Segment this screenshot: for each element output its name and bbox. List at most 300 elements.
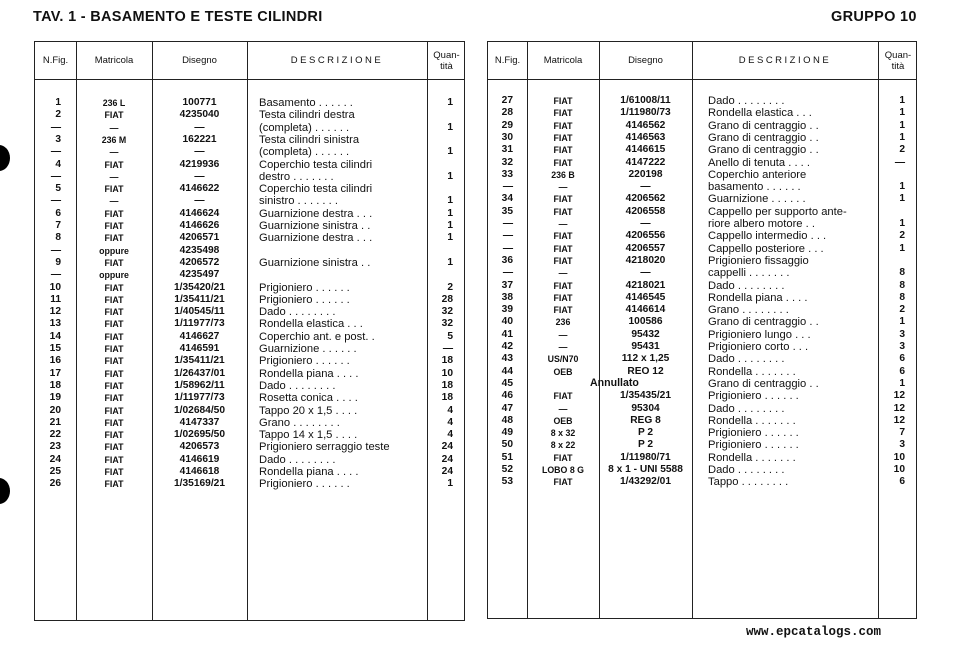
- parts-table-right: [487, 41, 917, 619]
- table-row: [35, 171, 464, 183]
- table-row: [35, 282, 464, 294]
- descrizione-cell: Coperchio testa cilindri: [259, 183, 373, 196]
- descrizione-cell: Dado . . . . . . . .: [708, 402, 785, 415]
- col-header-disegno: Disegno: [628, 55, 663, 66]
- fig-number: 42: [501, 341, 513, 352]
- fig-number: 50: [501, 439, 513, 451]
- matricola-cell: FIAT: [104, 442, 124, 453]
- disegno-cell: 220198: [628, 168, 663, 180]
- quantita-cell: —: [894, 156, 905, 168]
- fig-number: 23: [49, 441, 61, 453]
- disegno-cell: 1/11980/71: [620, 451, 671, 463]
- fig-number: 10: [49, 281, 61, 293]
- disegno-cell: —: [194, 170, 205, 182]
- table-row: [35, 306, 464, 318]
- table-row: [35, 331, 464, 343]
- matricola-cell: FIAT: [104, 221, 124, 231]
- disegno-cell: 1/02684/50: [174, 404, 225, 416]
- table-row: [35, 368, 464, 380]
- matricola-cell: FIAT: [104, 282, 124, 293]
- disegno-cell: 4235040: [179, 109, 220, 121]
- disegno-cell: 4147337: [179, 416, 220, 428]
- matricola-cell: FIAT: [104, 344, 124, 354]
- disegno-cell: P 2: [637, 439, 654, 451]
- matricola-cell: 8 x 22: [550, 440, 576, 451]
- matricola-cell: FIAT: [104, 307, 124, 318]
- table-row: [488, 193, 916, 205]
- matricola-cell: FIAT: [104, 331, 124, 342]
- fig-number: 8: [55, 232, 61, 244]
- fig-number: —: [50, 170, 61, 182]
- quantita-cell: 1: [899, 193, 905, 205]
- quantita-cell: 18: [441, 379, 453, 391]
- fig-number: 43: [501, 353, 513, 365]
- quantita-cell: 12: [893, 390, 905, 402]
- disegno-cell: 4147222: [625, 156, 666, 168]
- quantita-cell: 1: [899, 242, 905, 254]
- descrizione-cell: Prigioniero . . . . . .: [259, 293, 350, 306]
- col-header-descrizione: DESCRIZIONE: [738, 55, 832, 66]
- quantita-cell: 1: [899, 119, 905, 131]
- matricola-cell: FIAT: [553, 132, 573, 143]
- disegno-cell: —: [194, 121, 205, 133]
- quantita-cell: 18: [441, 392, 453, 404]
- page-title: TAV. 1 - BASAMENTO E TESTE CILINDRI: [33, 9, 323, 25]
- matricola-cell: OEB: [553, 366, 573, 377]
- matricola-cell: LOBO 8 G: [541, 465, 585, 475]
- disegno-cell: 1/11980/73: [620, 107, 671, 119]
- disegno-cell: 4146562: [625, 119, 666, 131]
- disegno-cell: REO 12: [627, 365, 664, 377]
- table-row: [488, 243, 916, 255]
- fig-number: 46: [501, 390, 513, 402]
- descrizione-cell: Grano . . . . . . . .: [708, 304, 789, 317]
- disegno-cell: —: [194, 195, 205, 207]
- fig-number: 18: [49, 379, 61, 391]
- descrizione-cell: Dado . . . . . . . .: [708, 95, 785, 107]
- table-row: [488, 206, 916, 218]
- disegno-cell: 4206558: [625, 205, 666, 217]
- fig-number: 39: [501, 304, 513, 316]
- matricola-cell: —: [558, 182, 568, 193]
- table-row: [35, 208, 464, 220]
- descrizione-cell: Prigioniero fissaggio: [708, 254, 809, 267]
- descrizione-cell: Guarnizione sinistra . .: [259, 256, 371, 269]
- table-row: [35, 269, 464, 281]
- parts-table-left: [34, 41, 465, 621]
- table-row: [35, 466, 464, 478]
- descrizione-cell: Grano di centraggio . .: [708, 119, 819, 132]
- quantita-cell: 1: [447, 207, 453, 219]
- matricola-cell: 236 L: [102, 98, 126, 108]
- table-row: [35, 478, 464, 490]
- table-row: [35, 318, 464, 330]
- col-header-descrizione: DESCRIZIONE: [290, 55, 384, 66]
- table-row: [35, 109, 464, 121]
- disegno-cell: —: [640, 218, 651, 229]
- table-row: [35, 417, 464, 429]
- disegno-cell: 4146626: [179, 220, 220, 231]
- descrizione-cell: Rondella elastica . . .: [708, 107, 812, 120]
- quantita-cell: 6: [899, 365, 905, 377]
- table-row: [35, 257, 464, 269]
- matricola-cell: FIAT: [104, 208, 124, 219]
- fig-number: 6: [55, 207, 61, 219]
- fig-number: 32: [501, 156, 513, 168]
- table-row: [488, 169, 916, 181]
- fig-number: —: [502, 218, 513, 229]
- table-row: [35, 122, 464, 134]
- disegno-cell: —: [194, 146, 205, 158]
- table-row: [35, 380, 464, 392]
- table-row: [35, 159, 464, 171]
- matricola-cell: US/N70: [547, 354, 579, 365]
- fig-number: 7: [55, 220, 61, 231]
- disegno-cell: 4235498: [179, 244, 220, 256]
- quantita-cell: 32: [441, 306, 453, 318]
- descrizione-cell: basamento . . . . . .: [708, 181, 801, 194]
- disegno-cell: 1/26437/01: [174, 367, 225, 379]
- table-row: [488, 464, 916, 476]
- fig-number: 52: [501, 464, 513, 475]
- descrizione-cell: Dado . . . . . . . .: [259, 306, 336, 319]
- fig-number: —: [502, 267, 513, 279]
- descrizione-cell: Guarnizione sinistra . .: [259, 220, 371, 232]
- quantita-cell: 10: [893, 464, 905, 475]
- descrizione-cell: Grano di centraggio . .: [708, 377, 819, 390]
- fig-number: 40: [501, 316, 513, 328]
- disegno-cell: 4206571: [179, 232, 220, 244]
- table-row: [488, 218, 916, 230]
- fig-number: 11: [50, 293, 61, 305]
- fig-number: —: [50, 269, 61, 281]
- table-row: [35, 405, 464, 417]
- table-row: [35, 454, 464, 466]
- descrizione-cell: Rondella . . . . . . .: [708, 365, 796, 378]
- table-row: [488, 144, 916, 156]
- table-row: [488, 280, 916, 292]
- table-row: [488, 427, 916, 439]
- descrizione-cell: Prigioniero corto . . .: [708, 341, 809, 353]
- matricola-cell: —: [558, 342, 568, 352]
- descrizione-cell: Tappo . . . . . . . .: [708, 476, 789, 489]
- matricola-cell: FIAT: [553, 120, 573, 131]
- punch-hole: [0, 145, 10, 171]
- descrizione-cell: Prigioniero . . . . . .: [708, 427, 799, 440]
- descrizione-cell: Cappello per supporto ante-: [708, 205, 847, 218]
- descrizione-cell: Testa cilindri sinistra: [259, 133, 360, 146]
- table-row: [488, 439, 916, 451]
- quantita-cell: 6: [899, 353, 905, 365]
- quantita-cell: 1: [447, 170, 453, 182]
- descrizione-cell: Testa cilindri destra: [259, 109, 355, 122]
- fig-number: 1: [55, 97, 61, 108]
- descrizione-cell: Dado . . . . . . . .: [708, 279, 785, 292]
- disegno-cell: 4146624: [179, 207, 220, 219]
- col-header-disegno: Disegno: [182, 55, 217, 66]
- matricola-cell: FIAT: [104, 319, 124, 330]
- quantita-cell: 1: [899, 218, 905, 229]
- descrizione-cell: Basamento . . . . . .: [259, 97, 353, 109]
- table-row: [488, 316, 916, 328]
- fig-number: 51: [501, 451, 513, 463]
- disegno-cell: 4218021: [625, 279, 666, 291]
- disegno-cell: 112 x 1,25: [621, 353, 670, 365]
- disegno-cell: 4206557: [625, 242, 666, 254]
- matricola-cell: FIAT: [104, 467, 124, 477]
- disegno-cell: 4146622: [179, 183, 220, 195]
- table-row: [35, 245, 464, 257]
- descrizione-cell: Grano . . . . . . . .: [259, 416, 340, 429]
- descrizione-cell: riore albero motore . .: [708, 218, 815, 230]
- table-row: [35, 232, 464, 244]
- descrizione-cell: sinistro . . . . . . .: [259, 195, 338, 208]
- table-row: [35, 294, 464, 306]
- matricola-cell: FIAT: [553, 452, 573, 463]
- matricola-cell: 236 B: [551, 169, 575, 180]
- matricola-cell: 8 x 32: [550, 428, 576, 439]
- table-row: [488, 390, 916, 402]
- quantita-cell: 24: [441, 453, 453, 465]
- matricola-cell: FIAT: [104, 356, 124, 367]
- table-row: [35, 195, 464, 207]
- quantita-cell: 24: [441, 466, 453, 477]
- table-row: [488, 120, 916, 132]
- disegno-cell: 4218020: [625, 254, 666, 266]
- col-header-quantita: Quan- tità: [433, 49, 460, 72]
- descrizione-cell: Rondella . . . . . . .: [708, 414, 796, 427]
- descrizione-cell: Grano di centraggio . .: [708, 316, 819, 329]
- fig-number: 3: [55, 133, 61, 145]
- disegno-cell: 4146614: [625, 304, 666, 316]
- matricola-cell: —: [558, 219, 568, 229]
- disegno-cell: 1/58962/11: [174, 379, 225, 391]
- fig-number: 12: [49, 306, 61, 318]
- fig-number: —: [502, 181, 513, 193]
- disegno-cell: P 2: [637, 427, 654, 439]
- quantita-cell: 1: [899, 377, 905, 389]
- fig-number: 16: [49, 355, 61, 367]
- col-header-n: N. Fig.: [494, 55, 521, 66]
- table-row: [488, 157, 916, 169]
- matricola-cell: FIAT: [553, 477, 573, 488]
- descrizione-cell: (completa) . . . . . .: [259, 146, 350, 159]
- table-row: [488, 341, 916, 353]
- table-row: [488, 366, 916, 378]
- table-row: [488, 403, 916, 415]
- matricola-cell: —: [109, 147, 119, 158]
- fig-number: —: [50, 121, 61, 133]
- fig-number: 37: [501, 279, 513, 291]
- disegno-cell: —: [640, 267, 651, 279]
- matricola-cell: —: [558, 403, 568, 414]
- quantita-cell: 5: [447, 330, 453, 342]
- descrizione-cell: Grano di centraggio . .: [708, 131, 819, 144]
- quantita-cell: 1: [899, 181, 905, 193]
- fig-number: 27: [501, 95, 513, 106]
- col-header-n: N. Fig.: [42, 55, 69, 66]
- disegno-cell: 1/02695/50: [174, 429, 225, 441]
- disegno-cell: 162221: [182, 133, 217, 145]
- descrizione-cell: Rondella piana . . . .: [708, 291, 808, 304]
- quantita-cell: 10: [893, 451, 905, 463]
- fig-number: 29: [501, 119, 513, 131]
- matricola-cell: —: [109, 196, 119, 207]
- fig-number: 28: [501, 107, 513, 119]
- matricola-cell: FIAT: [104, 430, 124, 441]
- table-row: [488, 107, 916, 119]
- disegno-cell: 1/43292/01: [620, 476, 671, 488]
- table-row: [488, 292, 916, 304]
- quantita-cell: 1: [447, 478, 453, 490]
- fig-number: 36: [501, 254, 513, 266]
- matricola-cell: FIAT: [553, 145, 573, 156]
- descrizione-cell: Tappo 14 x 1,5 . . . .: [259, 429, 358, 442]
- table-row: [488, 476, 916, 488]
- col-header-quantita: Quan- tità: [884, 49, 912, 72]
- fig-number: 15: [49, 343, 61, 354]
- matricola-cell: —: [109, 171, 119, 182]
- fig-number: —: [50, 244, 61, 256]
- matricola-cell: 236: [555, 317, 571, 328]
- quantita-cell: 28: [441, 293, 453, 305]
- disegno-cell: 4206573: [179, 441, 220, 453]
- descrizione-cell: Grano di centraggio . .: [708, 144, 819, 157]
- disegno-cell: 95431: [631, 341, 660, 352]
- quantita-cell: 18: [441, 355, 453, 367]
- quantita-cell: 4: [447, 404, 453, 416]
- descrizione-cell: Coperchio anteriore: [708, 168, 807, 181]
- disegno-cell: 1/35420/21: [174, 281, 225, 293]
- descrizione-cell: Dado . . . . . . . .: [708, 353, 785, 366]
- quantita-cell: 3: [899, 341, 905, 352]
- quantita-cell: —: [442, 343, 453, 354]
- descrizione-cell: Rondella . . . . . . .: [708, 451, 796, 464]
- matricola-cell: FIAT: [104, 454, 124, 465]
- disegno-cell: 100771: [182, 97, 217, 108]
- fig-number: 17: [49, 367, 61, 379]
- table-row: [488, 378, 916, 390]
- fig-number: 14: [49, 330, 61, 342]
- descrizione-cell: Coperchio ant. e post. .: [259, 330, 375, 343]
- matricola-cell: FIAT: [104, 393, 124, 404]
- quantita-cell: 1: [899, 316, 905, 328]
- descrizione-cell: cappelli . . . . . . .: [708, 267, 790, 280]
- matricola-cell: FIAT: [104, 184, 124, 195]
- quantita-cell: 7: [899, 427, 905, 439]
- fig-number: 53: [501, 476, 513, 488]
- fig-number: 24: [49, 453, 61, 465]
- matricola-cell: FIAT: [553, 292, 573, 303]
- quantita-cell: 12: [893, 402, 905, 414]
- matricola-cell: —: [558, 329, 568, 340]
- disegno-cell: 1/61008/11: [620, 95, 671, 106]
- disegno-cell: 4146563: [625, 131, 666, 143]
- matricola-cell: FIAT: [553, 108, 573, 119]
- group-label: GRUPPO 10: [831, 9, 917, 25]
- matricola-cell: 236 M: [101, 134, 127, 145]
- descrizione-cell: Guarnizione destra . . .: [259, 232, 373, 245]
- fig-number: 30: [501, 131, 513, 143]
- table-row: [488, 181, 916, 193]
- descrizione-cell: Tappo 20 x 1,5 . . . .: [259, 404, 358, 417]
- fig-number: —: [502, 230, 513, 242]
- disegno-cell: 1/35411/21: [174, 355, 225, 367]
- table-row: [35, 355, 464, 367]
- fig-number: 48: [501, 414, 513, 426]
- fig-number: 41: [501, 328, 513, 340]
- table-row: [35, 441, 464, 453]
- table-row: [488, 353, 916, 365]
- quantita-cell: 1: [447, 220, 453, 231]
- table-row: [488, 255, 916, 267]
- descrizione-cell: Rondella piana . . . .: [259, 466, 359, 478]
- footer-url: www.epcatalogs.com: [746, 625, 882, 639]
- fig-number: 20: [49, 404, 61, 416]
- quantita-cell: 2: [899, 304, 905, 316]
- fig-number: 47: [501, 402, 513, 414]
- descrizione-cell: Rosetta conica . . . .: [259, 392, 358, 405]
- table-row: [35, 392, 464, 404]
- quantita-cell: 24: [441, 441, 453, 453]
- table-row: [488, 452, 916, 464]
- fig-number: 45: [501, 377, 513, 389]
- matricola-cell: FIAT: [553, 194, 573, 205]
- matricola-cell: FIAT: [104, 233, 124, 244]
- matricola-cell: FIAT: [553, 157, 573, 168]
- matricola-cell: FIAT: [553, 96, 573, 106]
- quantita-cell: 4: [447, 416, 453, 428]
- fig-number: —: [502, 242, 513, 254]
- descrizione-cell: (completa) . . . . . .: [259, 121, 350, 134]
- quantita-cell: 1: [447, 195, 453, 207]
- quantita-cell: 1: [447, 256, 453, 268]
- fig-number: —: [50, 195, 61, 207]
- fig-number: 5: [55, 183, 61, 195]
- table-row: [488, 230, 916, 242]
- fig-number: 9: [55, 256, 61, 268]
- matricola-cell: FIAT: [553, 206, 573, 217]
- disegno-cell: 8 x 1 - UNI 5588: [608, 464, 683, 475]
- matricola-cell: FIAT: [104, 479, 124, 490]
- matricola-cell: FIAT: [553, 305, 573, 316]
- quantita-cell: 10: [441, 367, 453, 379]
- matricola-cell: FIAT: [553, 231, 573, 242]
- fig-number: 21: [49, 416, 61, 428]
- disegno-cell: 4206572: [179, 256, 220, 268]
- matricola-cell: FIAT: [104, 380, 124, 391]
- descrizione-cell: Prigioniero . . . . . .: [708, 390, 799, 403]
- table-row: [35, 97, 464, 109]
- matricola-cell: —: [558, 268, 568, 279]
- table-row: [35, 146, 464, 158]
- disegno-cell: 1/35435/21: [620, 390, 671, 402]
- table-row: [35, 134, 464, 146]
- descrizione-cell: Dado . . . . . . . .: [259, 453, 336, 466]
- table-row: [488, 415, 916, 427]
- descrizione-cell: Prigioniero serraggio teste: [259, 441, 390, 454]
- descrizione-cell: Rondella elastica . . .: [259, 318, 363, 331]
- matricola-cell: —: [109, 122, 119, 133]
- disegno-cell: 4146591: [179, 343, 220, 354]
- matricola-cell: FIAT: [553, 280, 573, 291]
- disegno-cell: 1/35411/21: [174, 293, 225, 305]
- matricola-cell: FIAT: [104, 159, 124, 170]
- table-row: [488, 95, 916, 107]
- descrizione-cell: Dado . . . . . . . .: [259, 379, 336, 392]
- quantita-cell: 3: [899, 439, 905, 451]
- fig-number: 33: [501, 168, 513, 180]
